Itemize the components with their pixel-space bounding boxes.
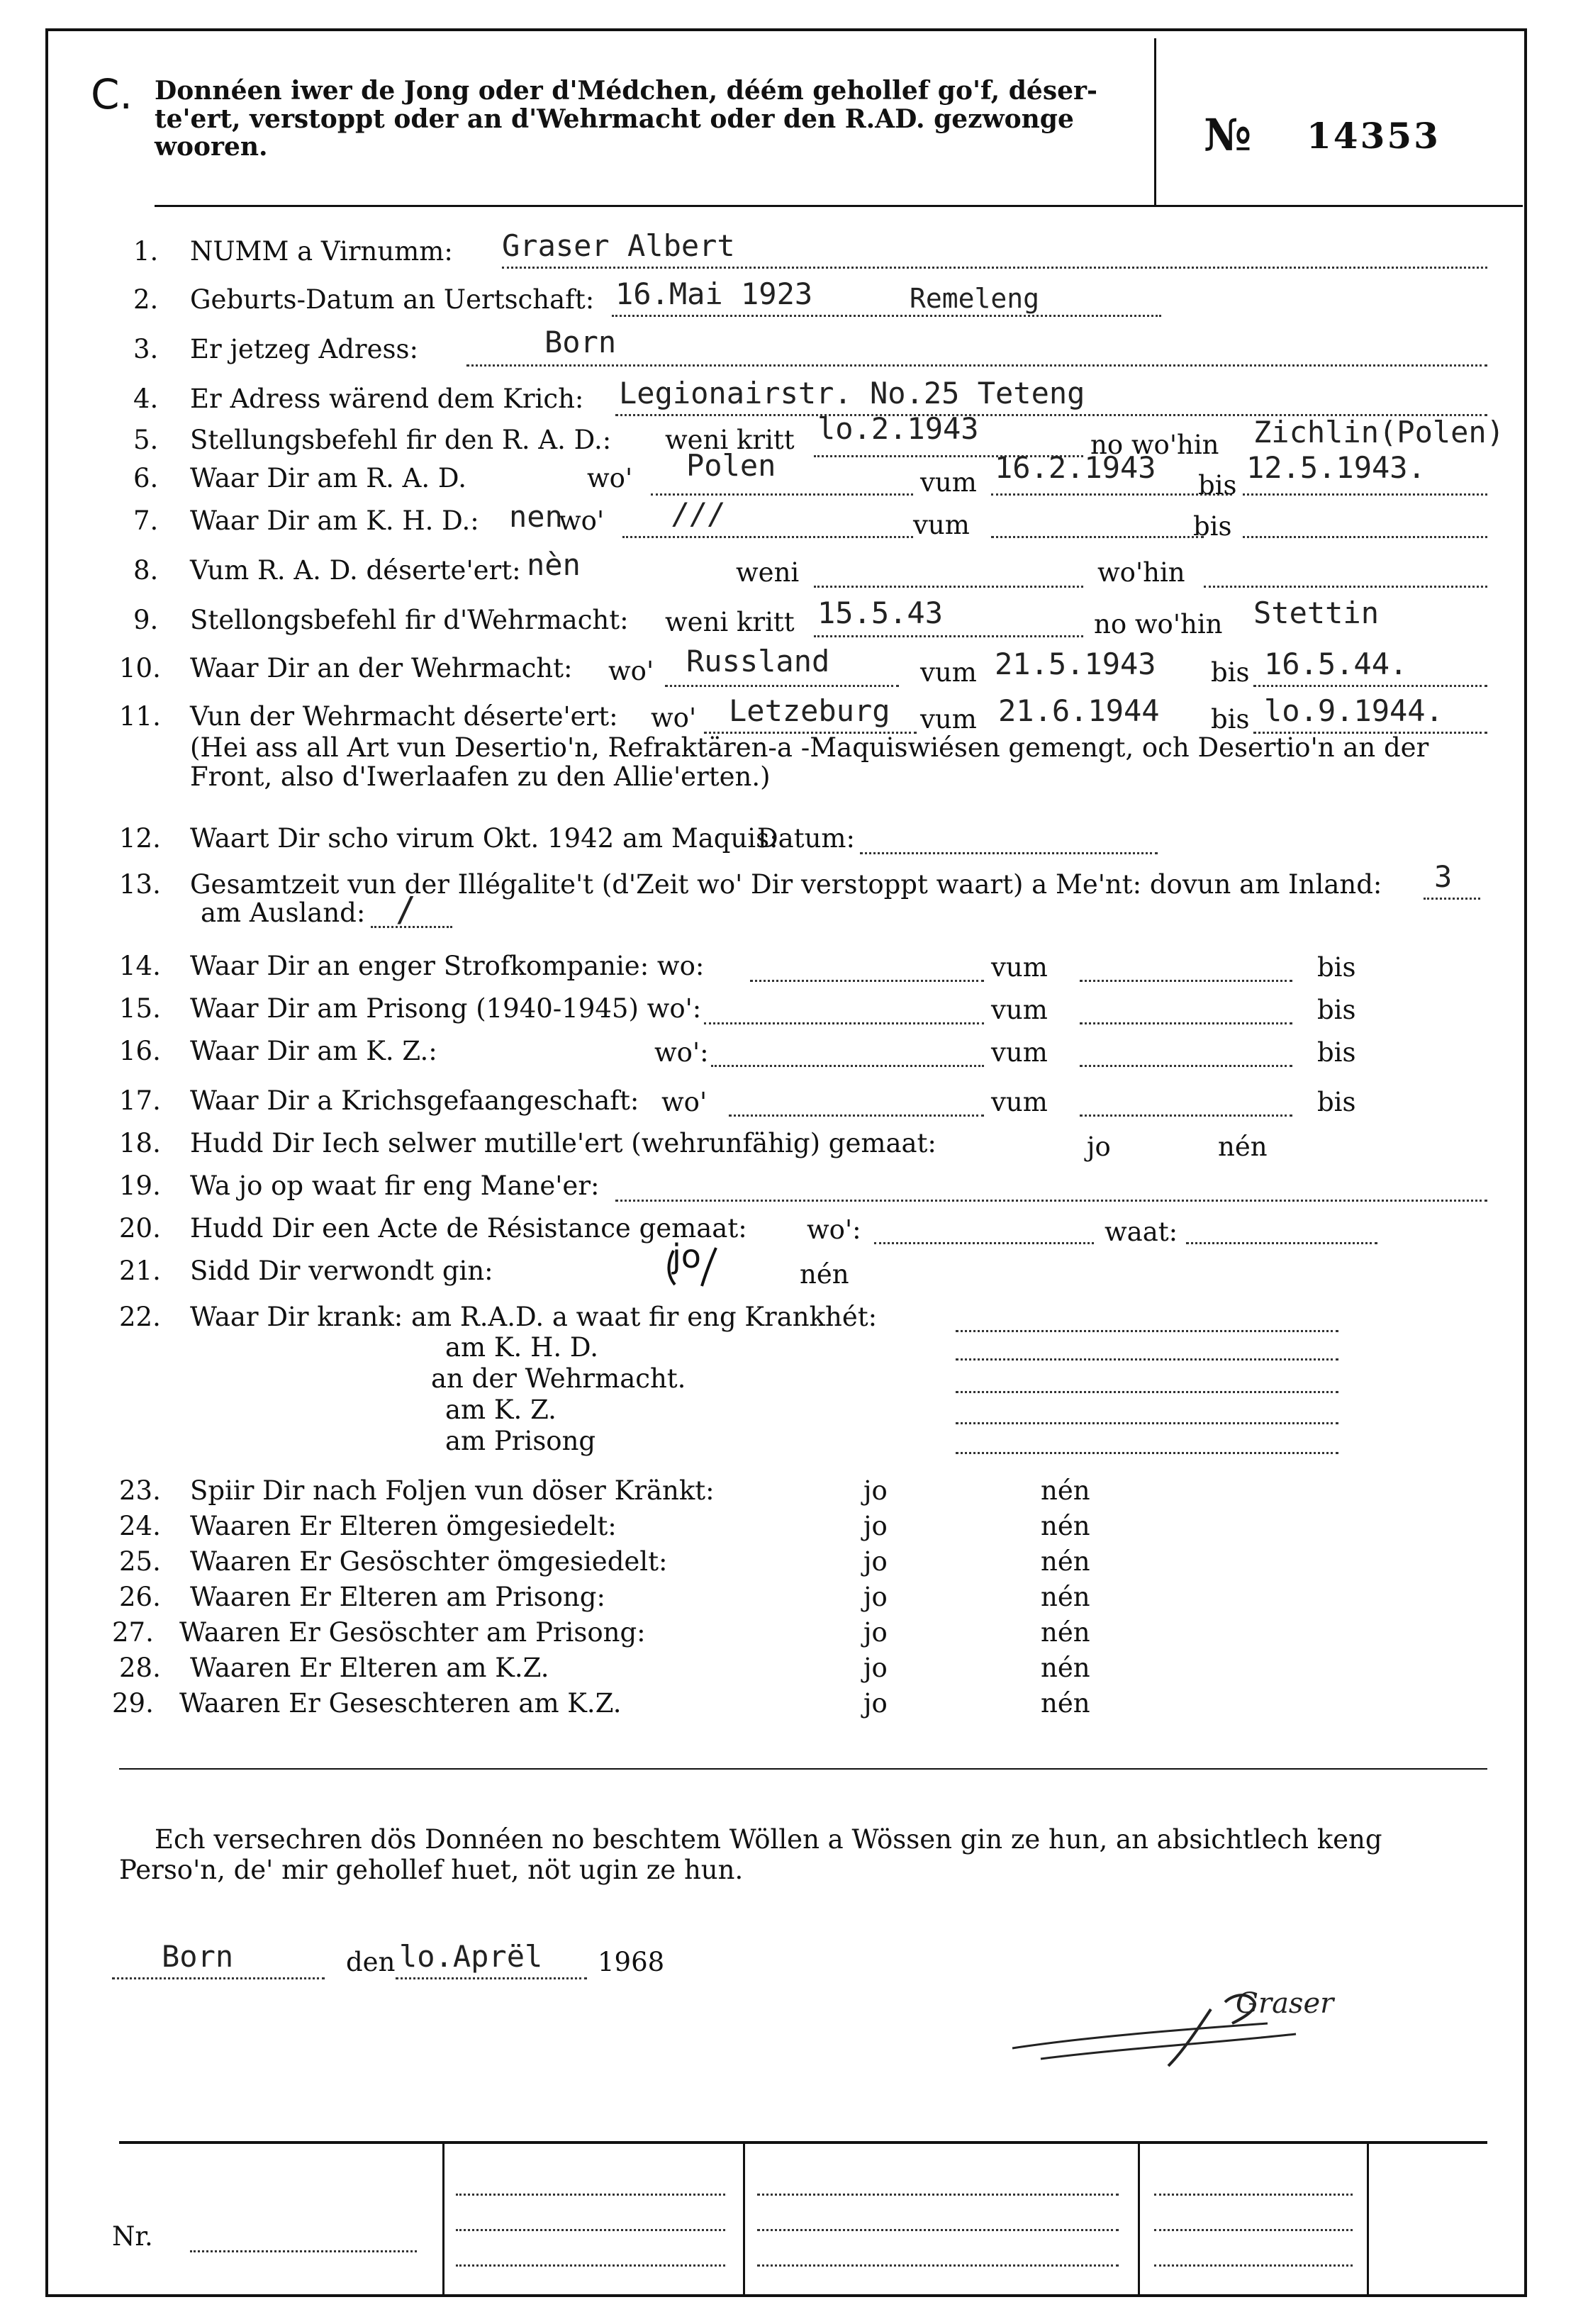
jo-option[interactable]: jo: [863, 1688, 888, 1719]
bis-label: bis: [1317, 952, 1356, 983]
footer-nr-label: Nr.: [112, 2221, 153, 2252]
wehrmacht-destination: Stettin: [1253, 596, 1380, 630]
jo-option[interactable]: jo: [863, 1582, 888, 1612]
rad-deserted-value: nèn: [527, 547, 581, 582]
jo-option[interactable]: jo: [1087, 1132, 1111, 1162]
row-label: Waart Dir scho virum Okt. 1942 am Maquis:: [190, 823, 778, 854]
row-label: Hudd Dir Iech selwer mutille'ert (wehrunfähig) gemaat:: [190, 1128, 936, 1158]
row-label: Geburts-Datum an Uertschaft:: [190, 284, 595, 315]
signed-date: lo.Aprël: [399, 1939, 543, 1974]
row-number: 16.: [119, 1036, 161, 1066]
row-label: Vun der Wehrmacht déserte'ert:: [190, 701, 618, 732]
birth-date-value: 16.Mai 1923: [615, 276, 813, 311]
nen-option[interactable]: nén: [1041, 1688, 1090, 1719]
section-letter: C.: [91, 70, 133, 118]
waat-label: waat:: [1105, 1217, 1178, 1247]
row-label: NUMM a Virnumm:: [190, 236, 453, 267]
wo-label: wo':: [654, 1037, 709, 1068]
wo-label: wo': [587, 463, 633, 493]
row-label: Wa jo op waat fir eng Mane'er:: [190, 1171, 600, 1201]
rad-destination: Zichlin(Polen): [1253, 415, 1505, 449]
illness-sub: am K. H. D.: [445, 1332, 598, 1363]
vum-label: vum: [991, 1087, 1048, 1117]
signed-place: Born: [162, 1939, 234, 1974]
vum-label: vum: [991, 952, 1048, 983]
row-label: Er Adress wärend dem Krich:: [190, 384, 584, 414]
nen-option[interactable]: nén: [1041, 1475, 1090, 1506]
row-number: 7.: [133, 505, 159, 536]
wo-label: wo': [559, 505, 605, 536]
row-number: 8.: [133, 555, 159, 586]
row-number: 9.: [133, 605, 159, 635]
wehrmacht-order-date: 15.5.43: [817, 596, 944, 630]
bis-label: bis: [1211, 657, 1250, 688]
illness-sub: am K. Z.: [445, 1395, 557, 1425]
row-label: Stellungsbefehl fir den R. A. D.:: [190, 425, 612, 455]
row-number: 15.: [119, 993, 161, 1024]
row-number: 6.: [133, 463, 159, 493]
wehrmacht-place: Russland: [686, 644, 830, 678]
weni-label: weni: [736, 557, 800, 588]
address-value: Born: [544, 325, 617, 359]
row-label: Waar Dir am Prisong (1940-1945) wo':: [190, 993, 702, 1024]
row-label: Waaren Er Elteren am K.Z.: [190, 1653, 549, 1683]
row-label: Waar Dir an enger Strofkompanie: wo:: [190, 951, 705, 981]
jo-option[interactable]: jo: [863, 1511, 888, 1541]
row-number: 11.: [119, 701, 161, 732]
row-label: Waaren Er Gesöschter am Prisong:: [179, 1617, 646, 1648]
wo-label: wo': [651, 703, 697, 733]
desertion-note: (Hei ass all Art vun Desertio'n, Refraktären-a -Maquiswiésen gemengt, och Desertio'n an der Front, also d'Iwerlaafen zu den Allie'erten.): [190, 732, 1429, 793]
vum-label: vum: [991, 995, 1048, 1025]
row-label: Waar Dir an der Wehrmacht:: [190, 653, 573, 683]
row-number: 29.: [112, 1688, 154, 1719]
signature-image: [998, 1981, 1395, 2073]
row-number: 28.: [119, 1653, 161, 1683]
illness-sub: am Prisong: [445, 1426, 596, 1456]
wehrmacht-from: 21.5.1943: [995, 647, 1156, 681]
nen-option[interactable]: nén: [1218, 1132, 1268, 1162]
ausland-label: am Ausland:: [201, 898, 366, 928]
row-number: 26.: [119, 1582, 161, 1612]
wo-label: wo': [661, 1087, 708, 1117]
desertion-to: lo.9.1944.: [1264, 693, 1443, 728]
war-address-value: Legionairstr. No.25 Teteng: [619, 376, 1085, 410]
wo-label: wo': [608, 656, 654, 686]
desertion-place: Letzeburg: [729, 693, 890, 728]
nen-option[interactable]: nén: [1041, 1546, 1090, 1577]
nen-option[interactable]: nén: [1041, 1582, 1090, 1612]
signature-text: Graser: [1236, 1987, 1334, 2020]
row-number: 14.: [119, 951, 161, 981]
khd-place: ///: [672, 496, 726, 531]
den-label: den: [346, 1947, 396, 1977]
jo-option[interactable]: jo: [863, 1653, 888, 1683]
row-label: Waar Dir a Krichsgefaangeschaft:: [190, 1085, 639, 1116]
signed-year: 1968: [598, 1947, 665, 1977]
ausland-months: /: [396, 890, 416, 929]
wohin-label: no wo'hin: [1090, 430, 1219, 460]
khd-nen-value: nen: [509, 499, 563, 534]
inland-months: 3: [1434, 859, 1453, 894]
circle-mark-icon: [658, 1237, 736, 1292]
row-number: 22.: [119, 1302, 161, 1332]
wo-label: wo':: [807, 1214, 861, 1245]
jo-option-circled[interactable]: jo: [672, 1237, 701, 1275]
row-label: Spiir Dir nach Foljen vun döser Kränkt:: [190, 1475, 715, 1506]
nen-option[interactable]: nén: [800, 1259, 849, 1290]
jo-option[interactable]: jo: [863, 1475, 888, 1506]
bis-label: bis: [1198, 470, 1237, 501]
row-number: 25.: [119, 1546, 161, 1577]
weni-label: weni kritt: [665, 607, 795, 637]
nen-option[interactable]: nén: [1041, 1653, 1090, 1683]
wohin-label: no wo'hin: [1094, 609, 1223, 639]
rad-place: Polen: [686, 448, 776, 483]
row-label: Hudd Dir een Acte de Résistance gemaat:: [190, 1213, 747, 1244]
bis-label: bis: [1193, 511, 1232, 542]
form-number: 14353: [1307, 115, 1441, 157]
row-number: 21.: [119, 1256, 161, 1286]
wehrmacht-to: 16.5.44.: [1264, 647, 1408, 681]
bis-label: bis: [1317, 1087, 1356, 1117]
row-number: 24.: [119, 1511, 161, 1541]
datum-label: Datum:: [757, 823, 855, 854]
row-label: Stellongsbefehl fir d'Wehrmacht:: [190, 605, 629, 635]
row-number: 4.: [133, 384, 159, 414]
desertion-from: 21.6.1944: [998, 693, 1160, 728]
row-number: 27.: [112, 1617, 154, 1648]
row-label: Waar Dir am K. H. D.:: [190, 505, 479, 536]
row-label: Waaren Er Gesöschter ömgesiedelt:: [190, 1546, 668, 1577]
bis-label: bis: [1211, 704, 1250, 734]
vum-label: vum: [920, 704, 977, 734]
bis-label: bis: [1317, 995, 1356, 1025]
row-number: 12.: [119, 823, 161, 854]
row-label: Gesamtzeit vun der Illégalite't (d'Zeit wo' Dir verstoppt waart) a Me'nt: dovun am Inland:: [190, 869, 1382, 900]
row-label: Waar Dir krank: am R.A.D. a waat fir eng Krankhét:: [190, 1302, 878, 1332]
birth-place-value: Remeleng: [910, 283, 1040, 314]
row-number: 10.: [119, 653, 161, 683]
vum-label: vum: [991, 1037, 1048, 1068]
row-number: 18.: [119, 1128, 161, 1158]
row-label: Waaren Er Elteren am Prisong:: [190, 1582, 605, 1612]
row-number: 3.: [133, 334, 159, 364]
jo-option[interactable]: jo: [863, 1617, 888, 1648]
nen-option[interactable]: nén: [1041, 1617, 1090, 1648]
row-label: Waaren Er Geseschteren am K.Z.: [179, 1688, 622, 1719]
number-symbol: №: [1204, 109, 1252, 161]
row-label: Er jetzeg Adress:: [190, 334, 418, 364]
rad-to: 12.5.1943.: [1246, 450, 1426, 485]
row-label: Waar Dir am K. Z.:: [190, 1036, 437, 1066]
weni-label: weni kritt: [665, 425, 795, 455]
form-page: [45, 28, 1527, 2297]
section-heading: Donnéen iwer de Jong oder d'Médchen, déém gehollef go'f, déser-te'ert, verstoppt oder an d'Wehrmacht oder den R.AD. gezwonge wooren.: [155, 76, 1097, 162]
jo-option[interactable]: jo: [863, 1546, 888, 1577]
row-number: 19.: [119, 1171, 161, 1201]
vum-label: vum: [920, 657, 977, 688]
row-label: Waaren Er Elteren ömgesiedelt:: [190, 1511, 617, 1541]
rad-from: 16.2.1943: [995, 450, 1156, 485]
row-number: 20.: [119, 1213, 161, 1244]
wohin-label: wo'hin: [1097, 557, 1185, 588]
row-label: Vum R. A. D. déserte'ert:: [190, 555, 521, 586]
nen-option[interactable]: nén: [1041, 1511, 1090, 1541]
vum-label: vum: [913, 510, 970, 540]
vum-label: vum: [920, 467, 977, 498]
row-label: Sidd Dir verwondt gin:: [190, 1256, 493, 1286]
row-number: 23.: [119, 1475, 161, 1506]
row-number: 17.: [119, 1085, 161, 1116]
row-number: 2.: [133, 284, 159, 315]
name-value: Graser Albert: [502, 228, 735, 263]
bis-label: bis: [1317, 1037, 1356, 1068]
row-number: 5.: [133, 425, 159, 455]
row-label: Waar Dir am R. A. D.: [190, 463, 466, 493]
rad-order-date: lo.2.1943: [817, 411, 979, 446]
declaration-text: Ech versechren dös Donnéen no beschtem Wöllen a Wössen gin ze hun, an absichtlech keng Perso'n, de' mir gehollef huet, nöt ugin ze hun.: [119, 1824, 1382, 1885]
illness-sub: an der Wehrmacht.: [431, 1363, 686, 1394]
row-number: 1.: [133, 236, 159, 267]
row-number: 13.: [119, 869, 161, 900]
